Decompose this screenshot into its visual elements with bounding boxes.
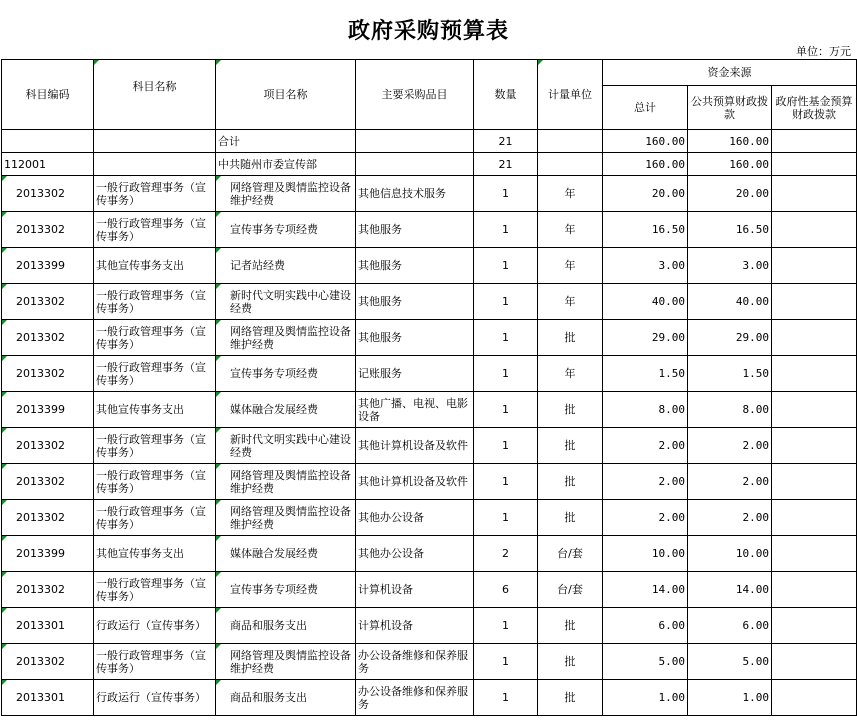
cell-total: 29.00: [603, 320, 688, 356]
cell-public-budget: 20.00: [688, 176, 772, 212]
cell-subject: [94, 153, 216, 176]
cell-item: 办公设备维修和保养服务: [356, 644, 474, 680]
table-row: [2, 212, 857, 248]
cell-subject: 一般行政管理事务（宣传事务）: [94, 464, 216, 500]
cell-item: 其他计算机设备及软件: [356, 464, 474, 500]
cell-total: 1.50: [603, 356, 688, 392]
cell-code: 2013302: [2, 572, 94, 608]
cell-measure: 年: [538, 176, 603, 212]
cell-project: 记者站经费: [216, 248, 356, 284]
cell-total: 160.00: [603, 153, 688, 176]
cell-project: 媒体融合发展经费: [216, 392, 356, 428]
header-total: 总计: [603, 86, 688, 130]
cell-fund-budget: [772, 176, 857, 212]
cell-item: 其他办公设备: [356, 536, 474, 572]
table-row: [2, 320, 857, 356]
cell-public-budget: 160.00: [688, 153, 772, 176]
cell-measure: 台/套: [538, 572, 603, 608]
cell-item: 办公设备维修和保养服务: [356, 680, 474, 716]
cell-subject: 一般行政管理事务（宣传事务）: [94, 428, 216, 464]
cell-subject: 一般行政管理事务（宣传事务）: [94, 176, 216, 212]
cell-qty: 21: [474, 130, 538, 153]
cell-item: 其他服务: [356, 284, 474, 320]
page-title: 政府采购预算表: [347, 18, 509, 44]
cell-total: 2.00: [603, 464, 688, 500]
cell-total: 2.00: [603, 500, 688, 536]
cell-project: 合计: [216, 130, 356, 153]
cell-total: 10.00: [603, 536, 688, 572]
cell-fund-budget: [772, 130, 857, 153]
cell-item: [356, 130, 474, 153]
cell-fund-budget: [772, 212, 857, 248]
cell-public-budget: 40.00: [688, 284, 772, 320]
cell-total: 1.00: [603, 680, 688, 716]
cell-code: 2013302: [2, 356, 94, 392]
cell-code: 2013399: [2, 248, 94, 284]
cell-subject: 行政运行（宣传事务）: [94, 680, 216, 716]
header-measure: 计量单位: [538, 60, 603, 130]
table-row: [2, 500, 857, 536]
table-row: [2, 608, 857, 644]
cell-code: 2013301: [2, 680, 94, 716]
cell-subject: 其他宣传事务支出: [94, 536, 216, 572]
cell-measure: 批: [538, 392, 603, 428]
cell-fund-budget: [772, 644, 857, 680]
cell-project: 宣传事务专项经费: [216, 572, 356, 608]
header-code: 科目编码: [2, 60, 94, 130]
cell-subject: 其他宣传事务支出: [94, 392, 216, 428]
table-row: [2, 153, 857, 176]
cell-item: 其他广播、电视、电影设备: [356, 392, 474, 428]
cell-public-budget: 1.50: [688, 356, 772, 392]
cell-qty: 1: [474, 428, 538, 464]
table-row: [2, 356, 857, 392]
cell-total: 5.00: [603, 644, 688, 680]
cell-item: [356, 153, 474, 176]
cell-public-budget: 1.00: [688, 680, 772, 716]
cell-fund-budget: [772, 153, 857, 176]
table-row: [2, 248, 857, 284]
table-row: [2, 428, 857, 464]
cell-fund-budget: [772, 320, 857, 356]
cell-code: 2013302: [2, 284, 94, 320]
cell-measure: 年: [538, 284, 603, 320]
cell-fund-budget: [772, 536, 857, 572]
cell-measure: 批: [538, 428, 603, 464]
cell-project: 宣传事务专项经费: [216, 212, 356, 248]
cell-public-budget: 10.00: [688, 536, 772, 572]
header-funding: 资金来源: [603, 60, 857, 86]
cell-code: 2013399: [2, 536, 94, 572]
header-item: 主要采购品目: [356, 60, 474, 130]
cell-measure: 批: [538, 320, 603, 356]
table-row: [2, 284, 857, 320]
cell-qty: 21: [474, 153, 538, 176]
cell-qty: 1: [474, 392, 538, 428]
cell-item: 计算机设备: [356, 608, 474, 644]
cell-total: 6.00: [603, 608, 688, 644]
cell-project: 网络管理及舆情监控设备维护经费: [216, 644, 356, 680]
cell-project: 新时代文明实践中心建设经费: [216, 428, 356, 464]
cell-code: 2013302: [2, 176, 94, 212]
cell-code: 2013302: [2, 212, 94, 248]
cell-public-budget: 3.00: [688, 248, 772, 284]
cell-fund-budget: [772, 608, 857, 644]
cell-measure: 批: [538, 680, 603, 716]
cell-code: 2013302: [2, 428, 94, 464]
cell-subject: 一般行政管理事务（宣传事务）: [94, 212, 216, 248]
cell-measure: 批: [538, 464, 603, 500]
cell-public-budget: 16.50: [688, 212, 772, 248]
cell-code: 2013302: [2, 320, 94, 356]
cell-subject: 一般行政管理事务（宣传事务）: [94, 500, 216, 536]
cell-subject: 行政运行（宣传事务）: [94, 608, 216, 644]
cell-project: 中共随州市委宣传部: [216, 153, 356, 176]
cell-project: 商品和服务支出: [216, 608, 356, 644]
cell-project: 网络管理及舆情监控设备维护经费: [216, 176, 356, 212]
table-row: [2, 130, 857, 153]
cell-item: 其他服务: [356, 248, 474, 284]
cell-qty: 1: [474, 464, 538, 500]
cell-fund-budget: [772, 428, 857, 464]
cell-public-budget: 2.00: [688, 428, 772, 464]
cell-public-budget: 29.00: [688, 320, 772, 356]
cell-fund-budget: [772, 392, 857, 428]
table-row: [2, 644, 857, 680]
cell-qty: 1: [474, 284, 538, 320]
cell-subject: 一般行政管理事务（宣传事务）: [94, 644, 216, 680]
cell-measure: [538, 153, 603, 176]
cell-code: 112001: [2, 153, 94, 176]
cell-qty: 1: [474, 644, 538, 680]
table-row: [2, 464, 857, 500]
cell-fund-budget: [772, 284, 857, 320]
cell-item: 其他服务: [356, 320, 474, 356]
cell-measure: 台/套: [538, 536, 603, 572]
cell-fund-budget: [772, 500, 857, 536]
cell-total: 16.50: [603, 212, 688, 248]
header-public-budget: 公共预算财政拨款: [688, 86, 772, 130]
cell-qty: 1: [474, 248, 538, 284]
cell-subject: [94, 130, 216, 153]
cell-item: 计算机设备: [356, 572, 474, 608]
table-row: [2, 536, 857, 572]
cell-qty: 1: [474, 356, 538, 392]
cell-qty: 1: [474, 608, 538, 644]
cell-fund-budget: [772, 356, 857, 392]
cell-subject: 其他宣传事务支出: [94, 248, 216, 284]
cell-project: 网络管理及舆情监控设备维护经费: [216, 320, 356, 356]
cell-measure: 年: [538, 212, 603, 248]
cell-fund-budget: [772, 680, 857, 716]
cell-qty: 2: [474, 536, 538, 572]
cell-code: [2, 130, 94, 153]
cell-measure: 年: [538, 248, 603, 284]
table-row: [2, 680, 857, 716]
cell-total: 20.00: [603, 176, 688, 212]
cell-measure: [538, 130, 603, 153]
cell-total: 8.00: [603, 392, 688, 428]
cell-project: 网络管理及舆情监控设备维护经费: [216, 500, 356, 536]
cell-subject: 一般行政管理事务（宣传事务）: [94, 284, 216, 320]
cell-total: 160.00: [603, 130, 688, 153]
cell-public-budget: 6.00: [688, 608, 772, 644]
cell-item: 其他计算机设备及软件: [356, 428, 474, 464]
cell-code: 2013302: [2, 644, 94, 680]
cell-item: 其他服务: [356, 212, 474, 248]
cell-qty: 1: [474, 320, 538, 356]
table-row: [2, 176, 857, 212]
cell-fund-budget: [772, 572, 857, 608]
cell-project: 宣传事务专项经费: [216, 356, 356, 392]
cell-fund-budget: [772, 248, 857, 284]
cell-project: 商品和服务支出: [216, 680, 356, 716]
header-qty: 数量: [474, 60, 538, 130]
cell-public-budget: 5.00: [688, 644, 772, 680]
cell-project: 新时代文明实践中心建设经费: [216, 284, 356, 320]
cell-subject: 一般行政管理事务（宣传事务）: [94, 320, 216, 356]
header-fund-budget: 政府性基金预算财政拨款: [772, 86, 857, 130]
cell-public-budget: 2.00: [688, 464, 772, 500]
header-subject: 科目名称: [94, 60, 216, 130]
header-project: 项目名称: [216, 60, 356, 130]
cell-public-budget: 14.00: [688, 572, 772, 608]
cell-measure: 批: [538, 644, 603, 680]
cell-code: 2013301: [2, 608, 94, 644]
cell-total: 2.00: [603, 428, 688, 464]
cell-project: 媒体融合发展经费: [216, 536, 356, 572]
cell-subject: 一般行政管理事务（宣传事务）: [94, 572, 216, 608]
table-row: [2, 572, 857, 608]
table-body: [2, 130, 857, 716]
cell-project: 网络管理及舆情监控设备维护经费: [216, 464, 356, 500]
cell-fund-budget: [772, 464, 857, 500]
cell-measure: 年: [538, 356, 603, 392]
cell-public-budget: 160.00: [688, 130, 772, 153]
cell-measure: 批: [538, 608, 603, 644]
cell-total: 40.00: [603, 284, 688, 320]
cell-qty: 1: [474, 176, 538, 212]
cell-item: 记账服务: [356, 356, 474, 392]
cell-qty: 1: [474, 212, 538, 248]
cell-total: 3.00: [603, 248, 688, 284]
cell-code: 2013399: [2, 392, 94, 428]
table-row: [2, 392, 857, 428]
cell-measure: 批: [538, 500, 603, 536]
cell-code: 2013302: [2, 500, 94, 536]
cell-qty: 1: [474, 500, 538, 536]
cell-item: 其他办公设备: [356, 500, 474, 536]
cell-public-budget: 2.00: [688, 500, 772, 536]
cell-total: 14.00: [603, 572, 688, 608]
cell-item: 其他信息技术服务: [356, 176, 474, 212]
cell-qty: 6: [474, 572, 538, 608]
unit-label: 单位：万元: [796, 45, 851, 58]
cell-code: 2013302: [2, 464, 94, 500]
cell-public-budget: 8.00: [688, 392, 772, 428]
cell-subject: 一般行政管理事务（宣传事务）: [94, 356, 216, 392]
procurement-budget-table: [1, 59, 857, 716]
cell-qty: 1: [474, 680, 538, 716]
